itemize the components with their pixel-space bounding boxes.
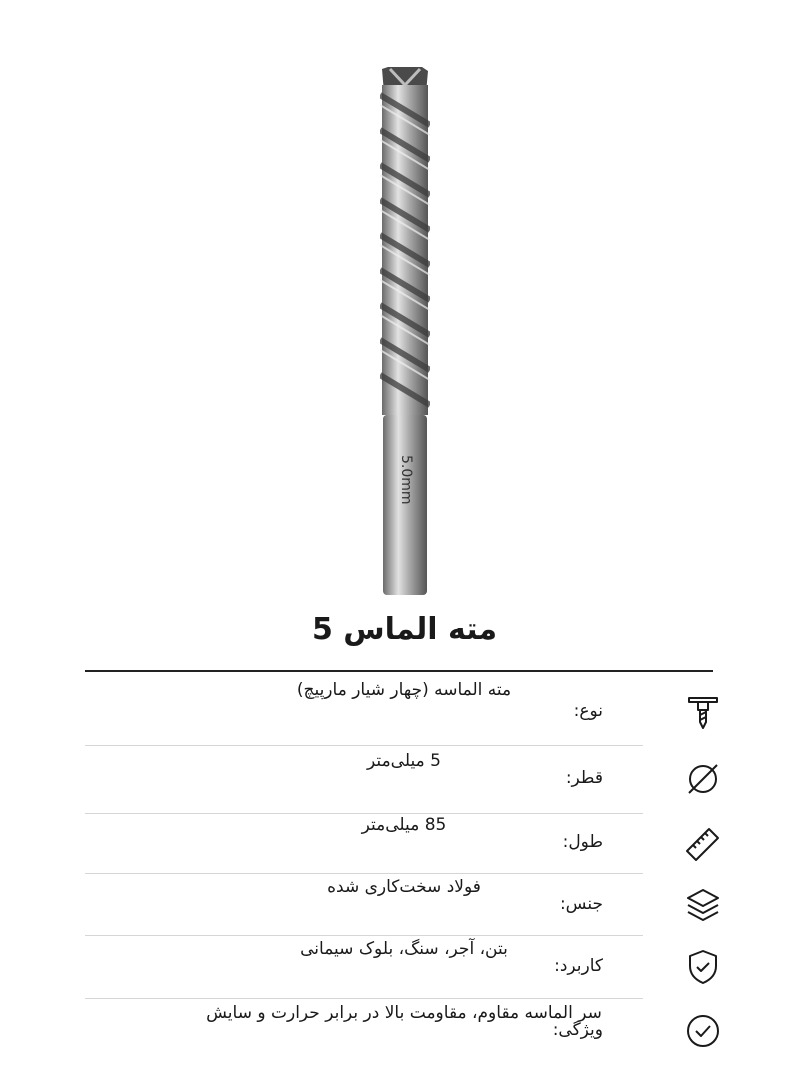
row-divider <box>85 813 643 814</box>
spec-row <box>0 939 809 987</box>
row-divider <box>85 935 643 936</box>
diameter-icon <box>683 759 723 799</box>
row-divider <box>85 998 643 999</box>
spec-row <box>0 877 809 925</box>
spec-label: قطر: <box>565 768 603 788</box>
shield-check-icon <box>683 947 723 987</box>
spec-value: فولاد سخت‌کاری شده <box>327 877 481 897</box>
spec-value: 5 میلی‌متر <box>367 751 441 771</box>
title-divider <box>85 670 713 672</box>
drill-bit-image <box>340 55 470 600</box>
spec-row <box>0 1003 809 1051</box>
layers-icon <box>683 885 723 925</box>
spec-value: 85 میلی‌متر <box>361 815 447 835</box>
shank-print: 5.0mm <box>398 455 414 505</box>
row-divider <box>85 745 643 746</box>
ruler-icon <box>683 823 723 863</box>
page-title: مته الماس 5 <box>311 612 498 647</box>
spec-row <box>0 680 809 732</box>
spec-label: نوع: <box>573 701 603 721</box>
spec-value: سر الماسه مقاوم، مقاومت بالا در برابر حرارت و سایش <box>206 1003 602 1023</box>
spec-value: بتن، آجر، سنگ، بلوک سیمانی <box>300 939 508 959</box>
spec-label: ویژگی: <box>552 1020 603 1040</box>
drill-bit-icon <box>683 692 723 732</box>
row-divider <box>85 873 643 874</box>
spec-row <box>0 815 809 863</box>
spec-row <box>0 751 809 799</box>
spec-label: طول: <box>562 832 603 852</box>
spec-value: مته الماسه (چهار شیار مارپیچ) <box>296 680 512 700</box>
spec-label: کاربرد: <box>554 956 603 976</box>
spec-label: جنس: <box>559 894 603 914</box>
check-circle-icon <box>683 1011 723 1051</box>
